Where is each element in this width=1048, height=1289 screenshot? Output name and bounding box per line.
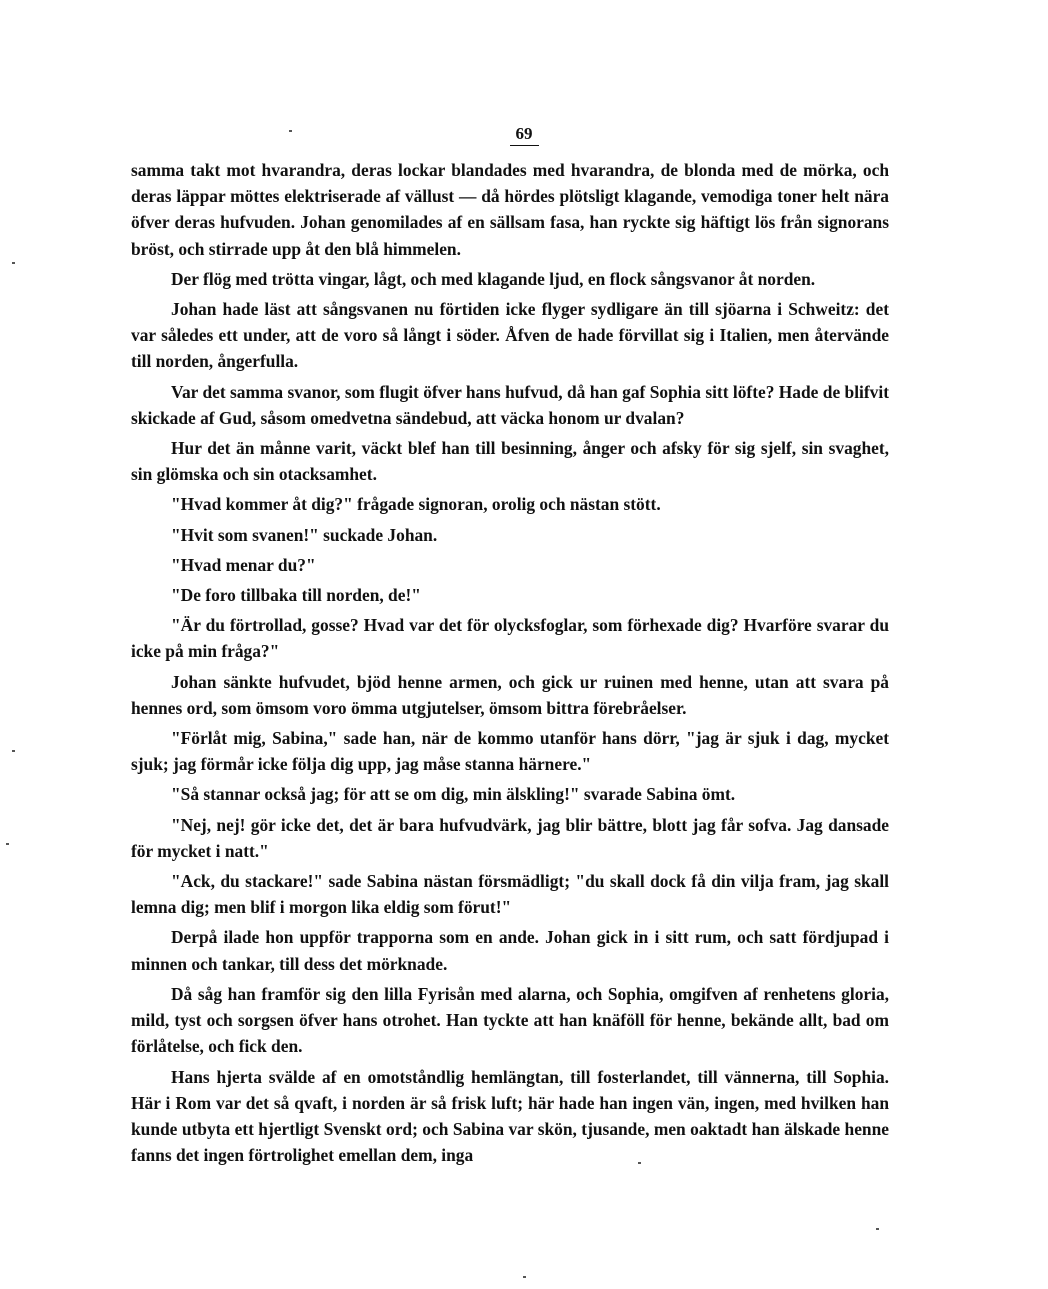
paragraph-14: "Nej, nej! gör icke det, det är bara hufvudvärk, jag blir bättre, blott jag får sofva. Jag dansade för mycket i natt." [131, 814, 889, 861]
scan-speck [12, 262, 15, 264]
paragraph-16: Derpå ilade hon uppför trapporna som en ande. Johan gick in i sitt rum, och satt fördjupad i minnen och tankar, till dess det mörknade. [131, 927, 889, 974]
paragraph-6: "Hvad kommer åt dig?" frågade signoran, orolig och nästan stött. [171, 494, 661, 515]
scan-speck [523, 1276, 526, 1278]
paragraph-8: "Hvad menar du?" [171, 554, 316, 575]
paragraph-12: "Förlåt mig, Sabina," sade han, när de kommo utanför hans dörr, "jag är sjuk i dag, mycket sjuk; jag förmår icke följa dig upp, jag måse stanna härnere." [131, 728, 889, 775]
paragraph-10: "Är du förtrollad, gosse? Hvad var det för olycksfoglar, som förhexade dig? Hvarföre svarar du icke på min fråga?" [131, 615, 889, 662]
scan-speck [638, 1162, 641, 1164]
page-number: 69 [0, 124, 1048, 146]
paragraph-9: "De foro tillbaka till norden, de!" [171, 585, 421, 606]
paragraph-3: Johan hade läst att sångsvanen nu förtiden icke flyger sydligare än till sjöarna i Schweitz: det var således ett under, att de voro så långt i söder. Åfven de hade förvillat sig i Italien, men återvände till norden, ångerfulla. [131, 299, 889, 372]
paragraph-5: Hur det än månne varit, väckt blef han till besinning, ånger och afsky för sig sjelf, sin svaghet, sin glömska och sin otacksamhet. [131, 438, 889, 485]
paragraph-4: Var det samma svanor, som flugit öfver hans hufvud, då han gaf Sophia sitt löfte? Hade de blifvit skickade af Gud, såsom omedvetna sändebud, att väcka honom ur dvalan? [131, 381, 889, 428]
paragraph-13: "Så stannar också jag; för att se om dig, min älskling!" svarade Sabina ömt. [171, 784, 736, 805]
scan-speck [6, 843, 9, 845]
paragraph-15: "Ack, du stackare!" sade Sabina nästan försmädligt; "du skall dock få din vilja fram, jag skall lemna dig; men blif i morgon lika eldig som förut!" [131, 871, 889, 918]
paragraph-17: Då såg han framför sig den lilla Fyrisån med alarna, och Sophia, omgifven af renhetens gloria, mild, tyst och sorgsen öfver hans otrohet. Han tyckte att han knäföll för henne, bekände allt, bad om förlåtelse, och fick den. [131, 983, 889, 1057]
paragraph-18: Hans hjerta svälde af en omotståndlig hemlängtan, till fosterlandet, till vännerna, till Sophia. Här i Rom var det så qvaft, i norden är så frisk luft; här hade han ingen vän, ingen, med hvilken han kunde utbyta ett hjertligt Svenskt ord; och Sabina var skön, tjusande, men oaktadt han älskade henne fanns det ingen förtrolighet emellan dem, inga [131, 1066, 889, 1166]
paragraph-1: samma takt mot hvarandra, deras lockar blandades med hvarandra, de blonda med de mörka, och deras läppar möttes elektriserade af vällust — då hördes plötsligt klagande, vemodiga toner helt nära öfver deras hufvuden. Johan genomilades af en sällsam fasa, han ryckte sig häftigt lös från signorans bröst, och stirrade upp åt den blå himmelen. [131, 160, 889, 259]
body-text [131, 157, 889, 1172]
paragraph-2: Der flög med trötta vingar, lågt, och med klagande ljud, en flock sångsvanor åt norden. [171, 268, 816, 289]
scan-speck [876, 1228, 879, 1230]
paragraph-11: Johan sänkte hufvudet, bjöd henne armen, och gick ur ruinen med henne, utan att svara på hennes ord, som ömsom voro ömma utgjutelser, ömsom bittra förebråelser. [131, 671, 889, 718]
scan-speck [12, 750, 15, 752]
paragraph-7: "Hvit som svanen!" suckade Johan. [171, 524, 438, 545]
scan-speck [289, 130, 292, 132]
